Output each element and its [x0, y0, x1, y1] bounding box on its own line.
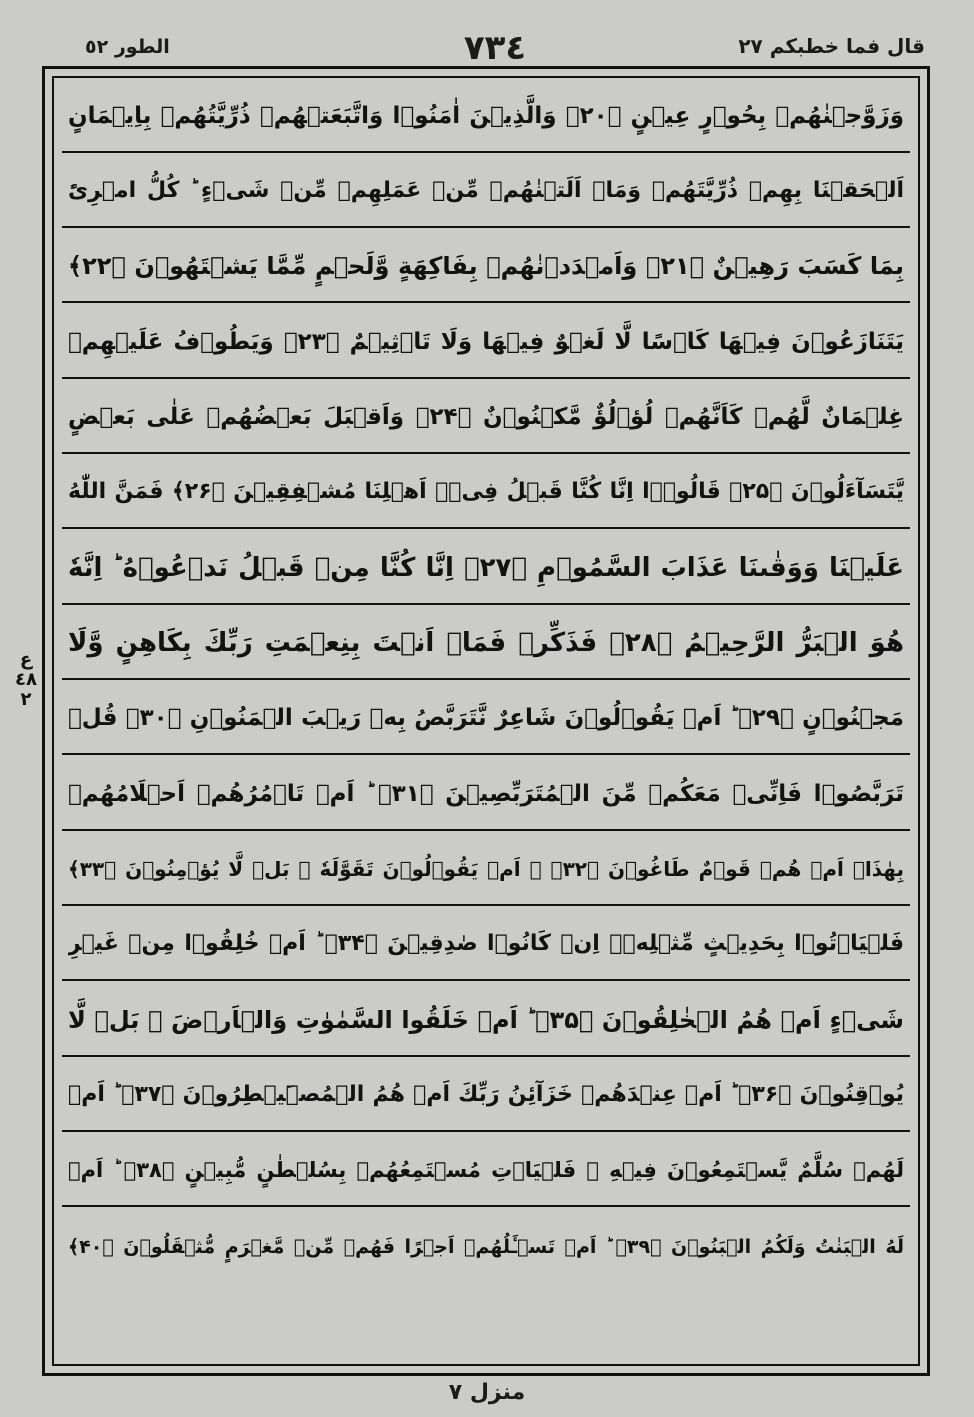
verse-line-text: غِلۡمَانٌ لَّهُمۡ كَاَنَّهُمۡ لُؤۡلُؤٌ مَّكۡنُوۡنٌ ﴿۲۴﴾ وَاَقۡبَلَ بَعۡضُهُمۡ عَلٰى بَعۡضٍ: [68, 403, 904, 430]
verse-line-text: مَجۡنُوۡنٍ ﴿۲۹﴾ ؕ اَمۡ يَقُوۡلُوۡنَ شَاعِرٌ نَّتَرَبَّصُ بِهٖ رَيۡبَ الۡمَنُوۡنِ ﴿۳۰﴾ قُلۡ: [68, 704, 904, 731]
verse-line-text: يُوۡقِنُوۡنَ ﴿۳۶﴾ ؕ اَمۡ عِنۡدَهُمۡ خَزَآئِنُ رَبِّكَ اَمۡ هُمُ الۡمُصَۜيۡطِرُوۡنَ ﴿۳۷﴾ ؕ اَمۡ: [68, 1081, 904, 1107]
verse-line-text: بِهٰذَاۤ اَمۡ هُمۡ قَوۡمٌ طَاغُوۡنَ ﴿۳۲﴾ ۚ اَمۡ يَقُوۡلُوۡنَ تَقَوَّلَهٗ ۚ بَلۡ لَّا يُؤۡمِنُوۡنَ ﴿۳۳﴾: [68, 856, 904, 881]
verse-line: [62, 908, 910, 981]
surah-title: الطور ٥٢: [85, 36, 170, 58]
verse-lines: [52, 76, 920, 1366]
verse-line: [62, 833, 910, 906]
verse-line-text: فَلۡيَاۡتُوۡا بِحَدِيۡثٍ مِّثۡلِهٖۤ اِنۡ كَانُوۡا صٰدِقِيۡنَ ﴿۳۴﴾ ؕ اَمۡ خُلِقُوۡا مِنۡ غَيۡرِ: [68, 930, 904, 956]
verse-line-text: عَلَيۡنَا وَوَقٰٮنَا عَذَابَ السَّمُوۡمِ ﴿۲۷﴾ اِنَّا كُنَّا مِنۡ قَبۡلُ نَدۡعُوۡهُ ؕ اِنَّهٗ: [68, 552, 904, 583]
verse-line: [62, 758, 910, 831]
verse-line: [62, 456, 910, 529]
verse-line: [62, 155, 910, 228]
verse-line-text: يَتَنَازَعُوۡنَ فِيۡهَا كَاۡسًا لَّا لَغۡوٌ فِيۡهَا وَلَا تَاۡثِيۡمٌ ﴿۲۳﴾ وَيَطُوۡفُ عَلَيۡهِمۡ: [68, 328, 904, 355]
verse-line: [62, 1210, 910, 1283]
verse-line-text: شَىۡءٍ اَمۡ هُمُ الۡخٰلِقُوۡنَ ﴿۳۵﴾ ؕ اَمۡ خَلَقُوا السَّمٰوٰتِ وَالۡاَرۡضَ ۚ بَلۡ لَّا: [68, 1005, 904, 1034]
verse-line: [62, 607, 910, 680]
juz-title: قال فما خطبكم ٢٧: [738, 34, 925, 58]
verse-line-text: لَهُ الۡبَنٰتُ وَلَكُمُ الۡبَنُوۡنَ ﴿۳۹﴾ ؕ اَمۡ تَسۡـَٔلُهُمۡ اَجۡرًا فَهُمۡ مِّنۡ مَّغۡرَمٍ مُّثۡقَلُوۡنَ ﴿۴۰﴾: [68, 1235, 904, 1258]
verse-line-text: بِمَا كَسَبَ رَهِيۡنٌ ﴿۲۱﴾ وَاَمۡدَدۡنٰهُمۡ بِفَاكِهَةٍ وَّلَحۡمٍ مِّمَّا يَشۡتَهُوۡنَ ﴿۲۲﴾: [68, 251, 904, 280]
verse-line: [62, 230, 910, 303]
verse-line: [62, 682, 910, 755]
verse-line: [62, 1059, 910, 1132]
page-number: ٧٣٤: [463, 28, 527, 68]
verse-line: [62, 381, 910, 454]
verse-line-text: وَزَوَّجۡنٰهُمۡ بِحُوۡرٍ عِيۡنٍ ﴿۲۰﴾ وَالَّذِيۡنَ اٰمَنُوۡا وَاتَّبَعَتۡهُمۡ ذُرِّيَّتُهُمۡ بِاِيۡمَانٍ: [68, 102, 904, 129]
verse-line-text: لَهُمۡ سُلَّمٌ يَّسۡتَمِعُوۡنَ فِيۡهِ ۚ فَلۡيَاۡتِ مُسۡتَمِعُهُمۡ بِسُلۡطٰنٍ مُّبِيۡنٍ ﴿۳۸﴾ ؕ اَمۡ: [68, 1157, 904, 1182]
verse-line-text: يَّتَسَآءَلُوۡنَ ﴿۲۵﴾ قَالُوۡۤا اِنَّا كُنَّا قَبۡلُ فِىۡۤ اَهۡلِنَا مُشۡفِقِيۡنَ ﴿۲۶﴾ فَمَنَّ اللّٰهُ: [68, 478, 904, 504]
verse-line-text: اَلۡحَقۡنَا بِهِمۡ ذُرِّيَّتَهُمۡ وَمَاۤ اَلَتۡنٰهُمۡ مِّنۡ عَمَلِهِمۡ مِّنۡ شَىۡءٍ ؕ كُلُّ امۡرِیًٔ: [68, 177, 904, 203]
verse-line-text: تَرَبَّصُوۡا فَاِنِّىۡ مَعَكُمۡ مِّنَ الۡمُتَرَبِّصِيۡنَ ﴿۳۱﴾ ؕ اَمۡ تَاۡمُرُهُمۡ اَحۡلَامُهُمۡ: [68, 780, 904, 807]
verse-line: [62, 1134, 910, 1207]
verse-line-text: هُوَ الۡبَرُّ الرَّحِيۡمُ ﴿۲۸﴾ فَذَكِّرۡ فَمَاۤ اَنۡتَ بِنِعۡمَتِ رَبِّكَ بِكَاهِنٍ وَّلَا: [68, 627, 904, 658]
verse-line: [62, 306, 910, 379]
verse-line: [62, 532, 910, 605]
verse-line: [62, 984, 910, 1057]
verse-line: [62, 80, 910, 153]
ruku-margin-mark: ع ٤٨ ٢: [15, 649, 37, 710]
page-header: [45, 28, 925, 68]
manzil-footer: منزل ٧: [448, 1380, 526, 1405]
